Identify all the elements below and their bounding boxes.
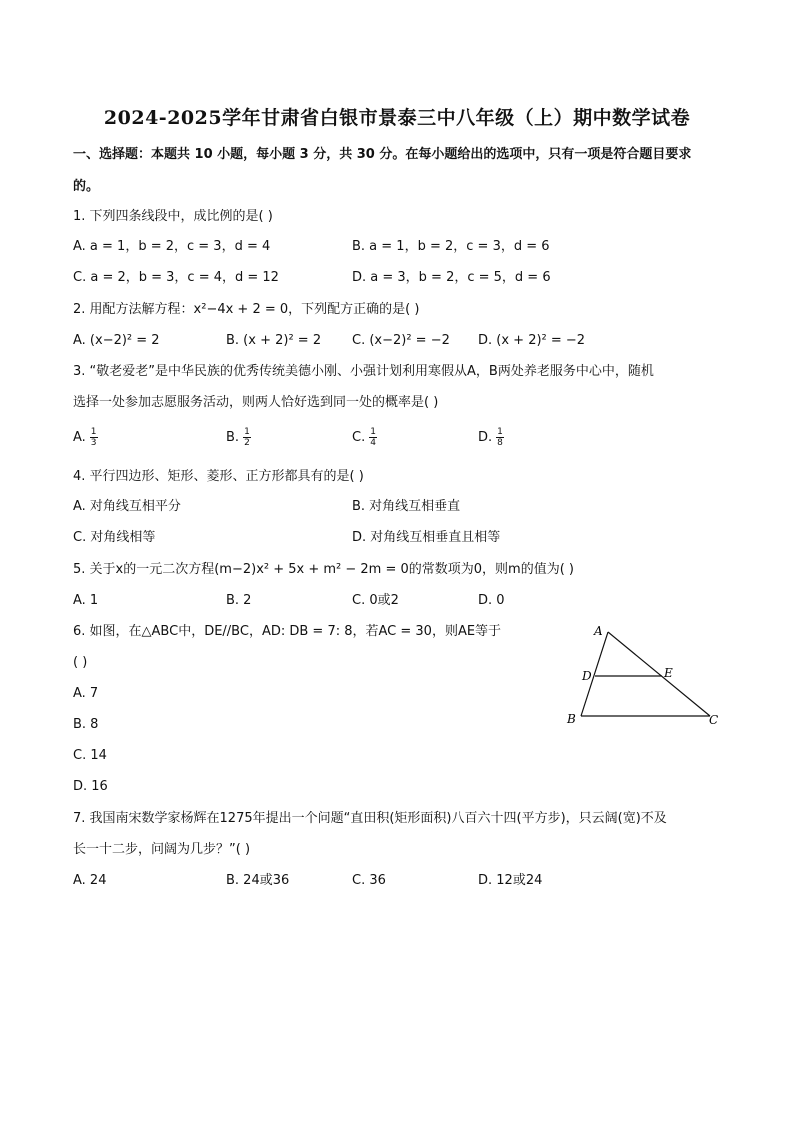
side-ac [608, 632, 710, 716]
vertex-label-c: C [709, 713, 719, 727]
vertex-label-a: A [594, 624, 603, 638]
q3-option-d-label: D. [478, 430, 493, 445]
q5-option-a: A. 1 [73, 593, 99, 608]
q2-stem: 2. 用配方法解方程：x²−4x + 2 = 0，下列配方正确的是( ) [73, 302, 420, 317]
q3-option-a-label: A. [73, 430, 86, 445]
q3-option-d-denominator: 8 [497, 438, 503, 448]
q4-option-d: D. 对角线互相垂直且相等 [352, 530, 501, 545]
q6-stem-line1: 6. 如图，在△ABC中，DE//BC，AD: DB = 7: 8，若AC = 30，则AE等于 [73, 624, 502, 639]
q3-option-a [73, 427, 98, 448]
q6-option-d: D. 16 [73, 779, 108, 794]
q1-option-d: D. a = 3，b = 2，c = 5，d = 6 [352, 270, 551, 285]
q4-option-a: A. 对角线互相平分 [73, 499, 181, 514]
q7-option-a: A. 24 [73, 873, 107, 888]
q1-option-c: C. a = 2，b = 3，c = 4，d = 12 [73, 270, 279, 285]
q4-stem: 4. 平行四边形、矩形、菱形、正方形都具有的是( ) [73, 469, 364, 484]
q6-option-b: B. 8 [73, 717, 99, 732]
q5-stem: 5. 关于x的一元二次方程(m−2)x² + 5x + m² − 2m = 0的常数项为0，则m的值为( ) [73, 562, 574, 577]
q2-option-a: A. (x−2)² = 2 [73, 333, 160, 348]
q3-option-a-fraction [90, 427, 98, 448]
q7-stem-line2: 长一十二步，问阔为几步？”( ) [73, 842, 251, 857]
triangle-figure [560, 622, 730, 737]
q5-option-c: C. 0或2 [352, 593, 399, 608]
q3-option-b [226, 427, 251, 448]
q3-option-c-numerator: 1 [370, 427, 376, 437]
q3-option-b-numerator: 1 [244, 427, 250, 437]
q7-option-d: D. 12或24 [478, 873, 543, 888]
q6-option-a: A. 7 [73, 686, 99, 701]
q1-option-a: A. a = 1，b = 2，c = 3，d = 4 [73, 239, 271, 254]
q3-stem-line2: 选择一处参加志愿服务活动，则两人恰好选到同一处的概率是( ) [73, 395, 439, 410]
q3-option-c [352, 427, 377, 448]
q4-option-b: B. 对角线互相垂直 [352, 499, 461, 514]
q5-option-d: D. 0 [478, 593, 505, 608]
q5-option-b: B. 2 [226, 593, 252, 608]
q3-option-c-denominator: 4 [370, 438, 376, 448]
q3-option-b-label: B. [226, 430, 240, 445]
q3-option-d-fraction [496, 427, 504, 448]
section-instruction-line2: 的。 [73, 179, 100, 194]
q1-stem: 1. 下列四条线段中，成比例的是( ) [73, 209, 273, 224]
q3-option-c-label: C. [352, 430, 366, 445]
q3-option-a-numerator: 1 [90, 427, 97, 437]
q7-option-b: B. 24或36 [226, 873, 290, 888]
q6-stem-line2: ( ) [73, 655, 88, 670]
vertex-label-e: E [664, 666, 673, 680]
q3-option-b-fraction [243, 427, 251, 448]
page-title: 2024-2025学年甘肃省白银市景泰三中八年级（上）期中数学试卷 [103, 107, 691, 129]
q2-option-c: C. (x−2)² = −2 [352, 333, 450, 348]
q7-stem-line1: 7. 我国南宋数学家杨辉在1275年提出一个问题“直田积(矩形面积)八百六十四(平方步)，只云阔(宽)不及 [73, 811, 667, 826]
q2-option-d: D. (x + 2)² = −2 [478, 333, 586, 348]
q4-option-c: C. 对角线相等 [73, 530, 156, 545]
section-instruction-line1: 一、选择题：本题共 10 小题，每小题 3 分，共 30 分。在每小题给出的选项中，只有一项是符合题目要求 [73, 147, 692, 162]
q3-option-b-denominator: 2 [244, 438, 250, 448]
q3-option-d [478, 427, 504, 448]
vertex-label-b: B [567, 712, 576, 726]
q3-option-c-fraction [369, 427, 377, 448]
vertex-label-d: D [582, 669, 592, 683]
q3-stem-line1: 3. “敬老爱老”是中华民族的优秀传统美德小刚、小强计划利用寒假从A，B两处养老服务中心中，随机 [73, 364, 654, 379]
q2-option-b: B. (x + 2)² = 2 [226, 333, 322, 348]
q1-option-b: B. a = 1，b = 2，c = 3，d = 6 [352, 239, 550, 254]
q3-option-a-denominator: 3 [90, 438, 97, 448]
q6-option-c: C. 14 [73, 748, 107, 763]
q3-option-d-numerator: 1 [497, 427, 503, 437]
q7-option-c: C. 36 [352, 873, 386, 888]
